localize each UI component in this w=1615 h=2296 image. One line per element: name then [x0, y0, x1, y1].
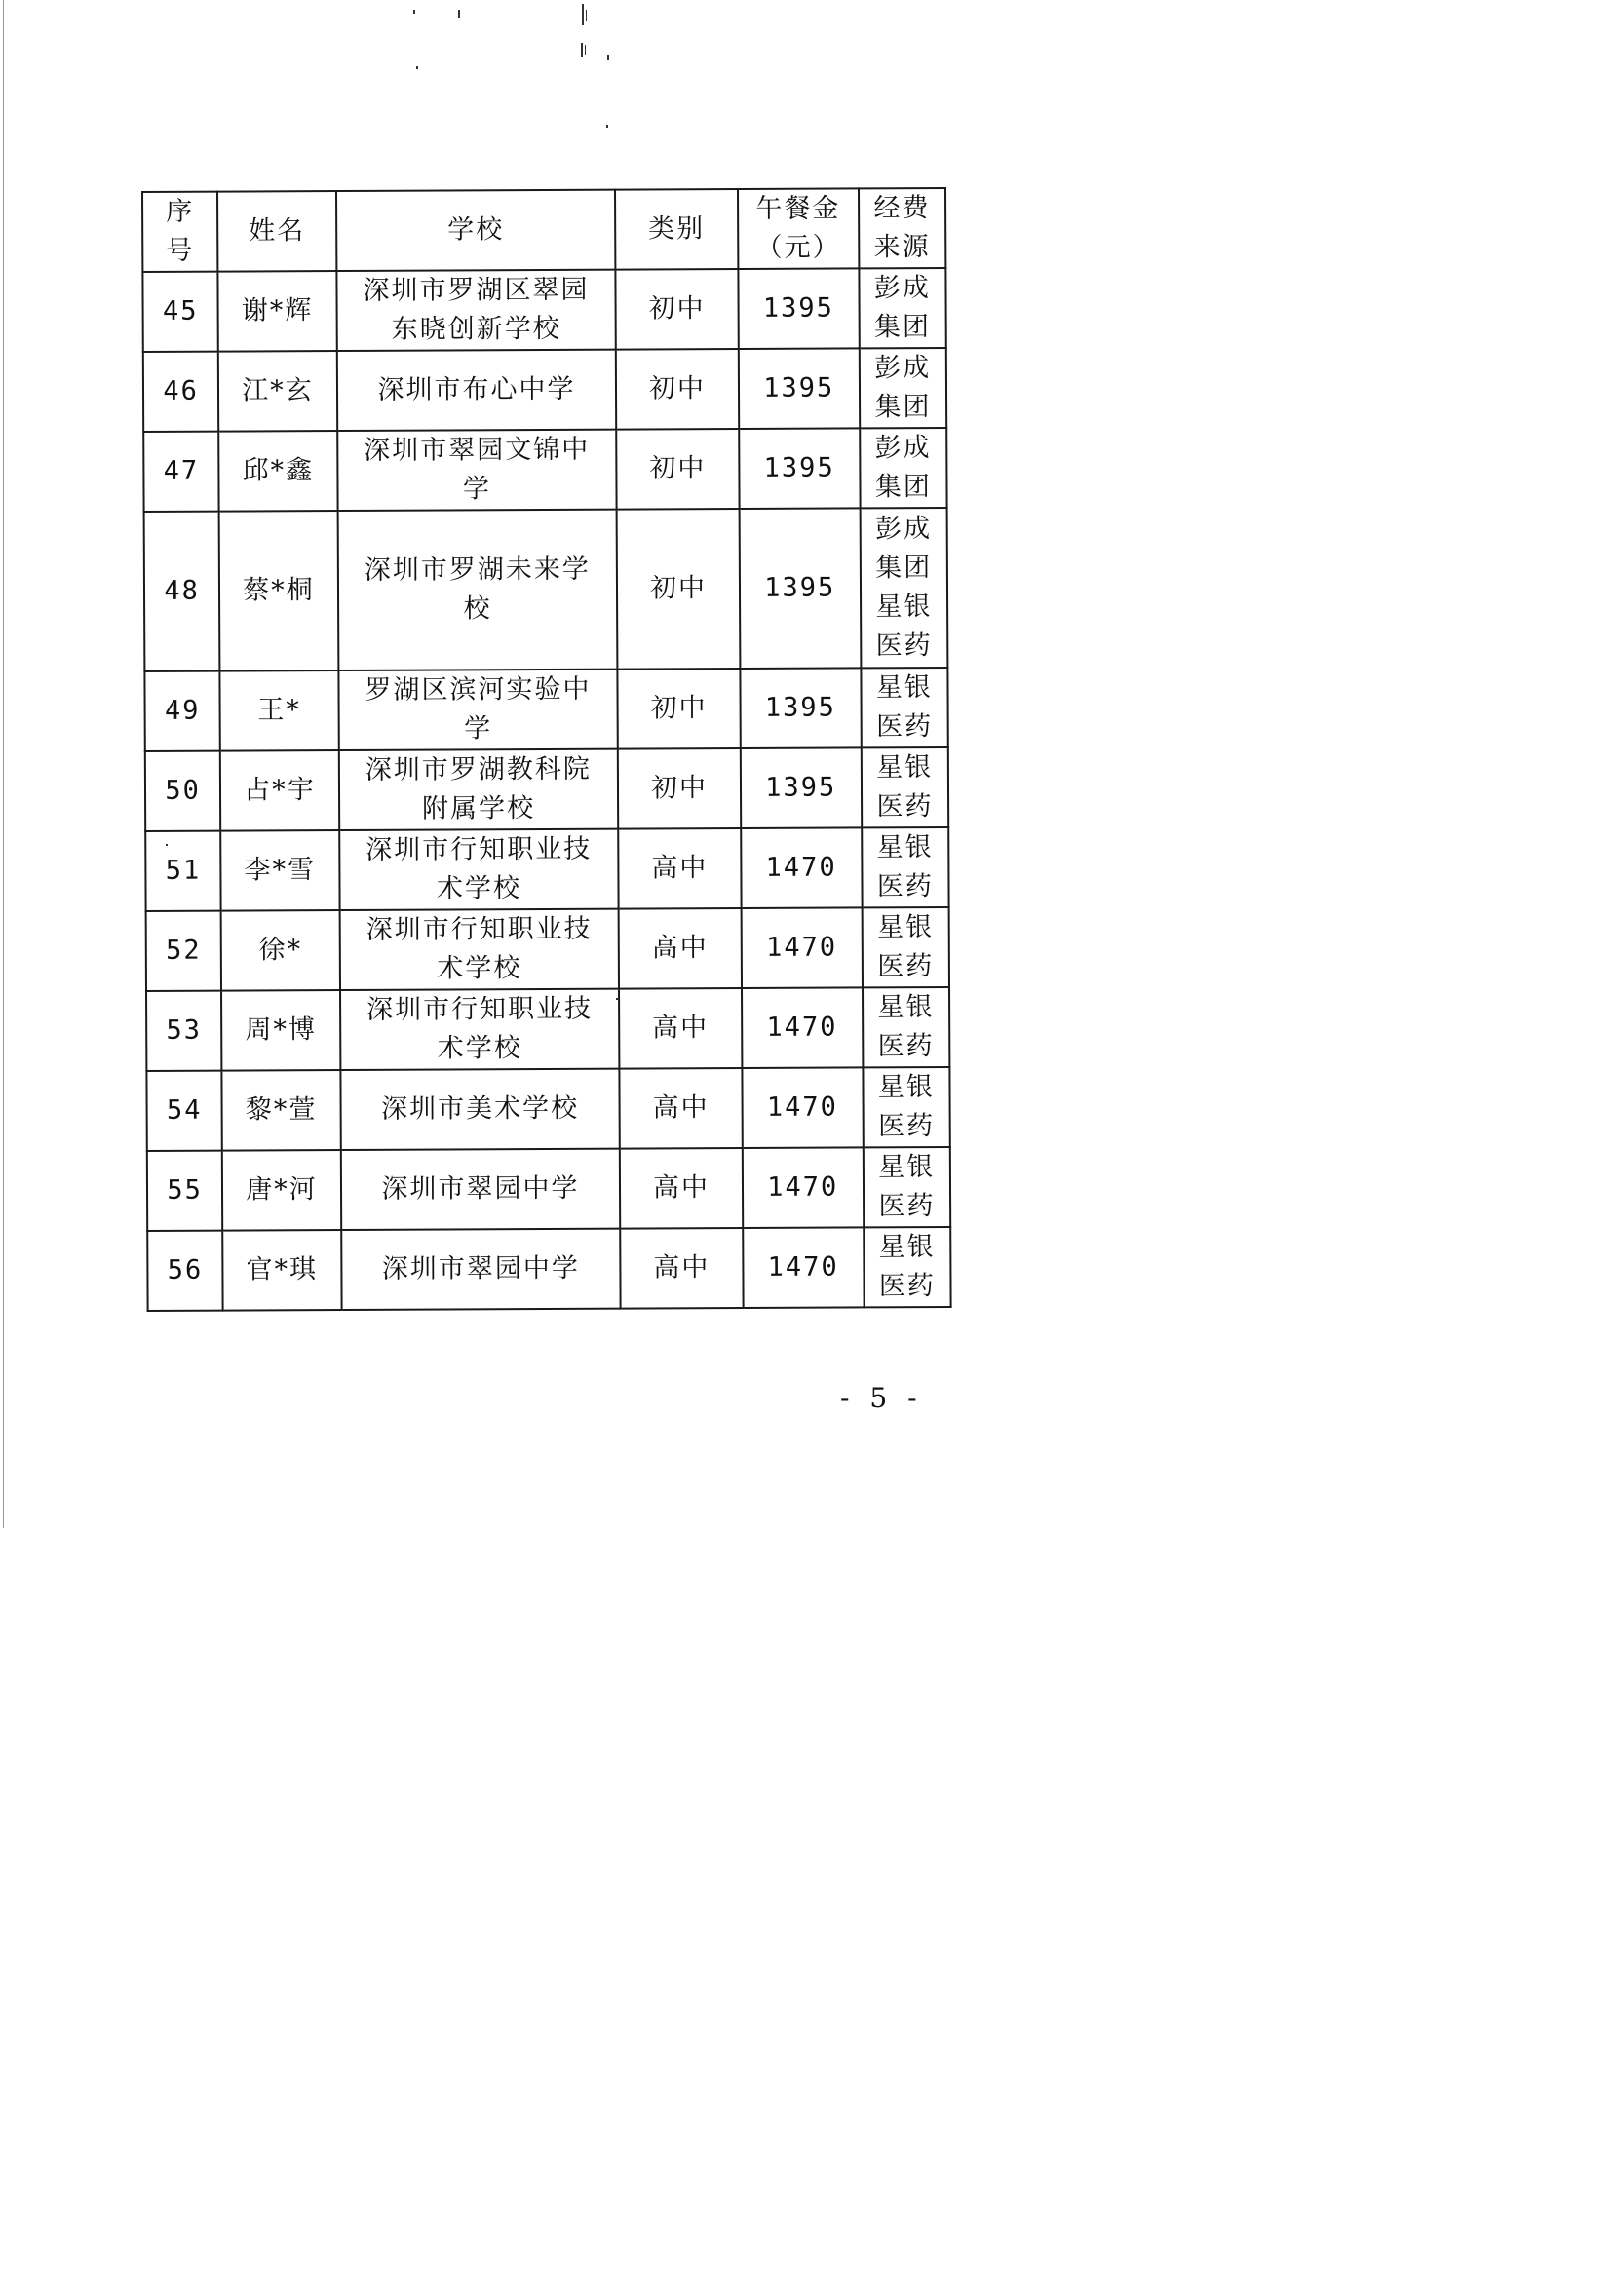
table-row [142, 268, 945, 352]
cell-amount: 1395 [739, 348, 860, 429]
cell-source-line: 集团 [874, 472, 932, 503]
cell-school-line: 深圳市美术学校 [380, 1092, 580, 1125]
cell-source-line: 星银 [875, 672, 933, 704]
cell-school-line: 深圳市罗湖未来学 [364, 554, 591, 586]
cell-category: 高中 [618, 828, 741, 909]
scan-speck [606, 125, 608, 128]
cell-source [864, 1227, 951, 1307]
cell-amount: 1395 [738, 268, 859, 349]
table-row [143, 348, 946, 432]
header-source-line: 经费 [873, 193, 931, 224]
cell-source-line: 医药 [876, 791, 934, 823]
cell-amount: 1395 [740, 668, 861, 748]
table-row [146, 1067, 949, 1151]
cell-school-line: 术学校 [436, 873, 522, 904]
cell-name: 官*琪 [222, 1230, 341, 1311]
cell-name: 邱*鑫 [218, 431, 337, 512]
cell-school [337, 510, 617, 670]
cell-source [861, 747, 948, 827]
cell-source-line: 星银 [876, 912, 935, 943]
cell-name: 周*博 [221, 990, 340, 1071]
table-row [147, 1227, 950, 1311]
cell-source-line: 医药 [878, 1191, 936, 1222]
cell-source-line: 星银 [877, 1072, 935, 1103]
cell-school [339, 909, 619, 990]
cell-school-line: 罗湖区滨河实验中 [365, 673, 592, 706]
cell-source-line: 医药 [875, 631, 933, 662]
cell-category: 初中 [615, 269, 738, 350]
header-source [859, 188, 946, 268]
document-page [0, 0, 1075, 1528]
cell-category: 初中 [616, 349, 739, 430]
cell-source-line: 医药 [877, 1031, 935, 1062]
cell-name: 谢*辉 [218, 271, 337, 352]
cell-school-line: 深圳市翠园中学 [381, 1172, 580, 1205]
cell-source-line: 彭成 [874, 514, 933, 545]
cell-school-line: 学 [462, 474, 492, 505]
cell-source-line: 星银 [878, 1232, 936, 1263]
cell-source-line: 星银 [875, 592, 933, 623]
cell-school [338, 670, 618, 750]
cell-school-line: 深圳市行知职业技 [365, 993, 594, 1025]
scan-speck [458, 10, 460, 18]
cell-school [339, 749, 619, 830]
cell-amount: 1470 [742, 987, 863, 1068]
cell-source-line: 医药 [877, 1111, 936, 1142]
cell-source [859, 348, 946, 428]
header-category: 类别 [615, 189, 738, 270]
cell-amount: 1395 [739, 508, 861, 669]
header-no [142, 192, 218, 272]
cell-school-line: 深圳市行知职业技 [365, 833, 593, 865]
cell-amount: 1470 [741, 907, 862, 988]
cell-no: 53 [146, 991, 222, 1071]
cell-category: 高中 [620, 1148, 743, 1229]
cell-category: 初中 [617, 509, 741, 670]
cell-no: 56 [147, 1231, 223, 1311]
cell-source-line: 集团 [873, 312, 932, 343]
cell-school [339, 829, 619, 910]
header-no-line: 序 [166, 196, 195, 227]
cell-name: 唐*河 [222, 1150, 341, 1231]
cell-source-line: 医药 [877, 951, 935, 982]
cell-name: 占*宇 [220, 750, 339, 831]
cell-amount: 1395 [739, 428, 860, 509]
cell-no: 54 [146, 1071, 222, 1151]
cell-source-line: 彭成 [874, 353, 932, 384]
cell-school-line: 深圳市翠园文锦中 [364, 434, 591, 466]
cell-school [340, 989, 620, 1070]
cell-no: 46 [143, 352, 219, 432]
header-source-line: 来源 [873, 232, 931, 263]
cell-source-line: 医药 [876, 871, 934, 902]
cell-no: 48 [144, 512, 220, 671]
cell-no: 52 [146, 911, 222, 991]
header-amount-line: （元） [755, 232, 841, 263]
cell-school [337, 430, 617, 511]
cell-no: 45 [142, 272, 218, 352]
cell-source [861, 668, 948, 747]
cell-name: 王* [220, 670, 339, 751]
cell-school [336, 270, 616, 351]
cell-school-line: 附属学校 [421, 793, 536, 824]
cell-school-line: 术学校 [437, 1033, 522, 1064]
cell-amount: 1470 [741, 827, 862, 908]
cell-school [340, 1069, 620, 1150]
cell-source [863, 1067, 950, 1147]
cell-source-line: 医药 [878, 1271, 936, 1302]
table-header-row [142, 188, 945, 272]
cell-school-line: 深圳市罗湖区翠园 [363, 274, 590, 306]
table-row [145, 747, 948, 831]
cell-school-line: 深圳市翠园中学 [381, 1252, 580, 1284]
cell-category: 初中 [617, 669, 740, 749]
cell-category: 初中 [616, 429, 739, 510]
scan-speck [607, 55, 609, 60]
cell-school [341, 1149, 621, 1230]
scan-speck [586, 10, 587, 21]
scan-speck [582, 4, 584, 25]
cell-source [860, 428, 947, 508]
cell-source-line: 集团 [874, 392, 932, 423]
table-row [143, 428, 946, 512]
cell-source-line: 星银 [876, 832, 934, 863]
cell-school-line: 东晓创新学校 [391, 313, 561, 345]
table-row [147, 1147, 950, 1231]
header-name: 姓名 [217, 191, 336, 272]
cell-no: 50 [145, 751, 221, 831]
cell-amount: 1470 [742, 1067, 863, 1148]
cell-school-line: 学 [464, 713, 493, 745]
table-body [142, 268, 950, 1311]
cell-school-line: 术学校 [437, 953, 522, 984]
header-no-line: 号 [166, 235, 195, 266]
cell-name: 蔡*桐 [219, 511, 339, 671]
cell-school-line: 校 [463, 593, 492, 625]
cell-category: 高中 [619, 1068, 742, 1149]
cell-no: 47 [143, 432, 219, 512]
cell-source-line: 星银 [876, 752, 934, 784]
lunch-subsidy-table [141, 187, 952, 1312]
cell-source-line: 集团 [875, 553, 933, 584]
cell-source [862, 907, 949, 987]
cell-source-line: 医药 [875, 711, 934, 743]
scan-speck [585, 45, 586, 55]
cell-name: 徐* [221, 910, 340, 991]
header-amount-line: 午餐金 [755, 193, 841, 224]
table-row [144, 668, 947, 751]
cell-school-line: 深圳市行知职业技 [365, 913, 593, 945]
cell-category: 高中 [619, 988, 742, 1069]
cell-school [341, 1229, 621, 1310]
cell-no: 49 [144, 671, 220, 751]
cell-name: 黎*萱 [222, 1070, 341, 1151]
cell-school-line: 深圳市罗湖教科院 [365, 753, 592, 785]
cell-no: 55 [147, 1151, 223, 1231]
table-row [146, 987, 949, 1071]
header-amount [738, 188, 859, 269]
scan-edge-line [3, 0, 4, 1528]
cell-amount: 1470 [743, 1227, 864, 1308]
cell-name: 江*玄 [218, 351, 337, 432]
scan-speck [413, 10, 415, 14]
cell-category: 高中 [620, 1228, 743, 1309]
page-number: - 5 - [840, 1382, 923, 1414]
cell-source-line: 星银 [878, 1152, 936, 1183]
cell-amount: 1470 [743, 1147, 864, 1228]
cell-source [863, 987, 950, 1067]
cell-source [859, 268, 946, 348]
cell-source [863, 1147, 950, 1227]
cell-source-line: 彭成 [873, 273, 931, 304]
cell-name: 李*雪 [220, 830, 339, 911]
cell-amount: 1395 [741, 747, 862, 828]
table-row [146, 907, 949, 991]
table-row [145, 827, 948, 911]
cell-no: 51 [145, 831, 221, 911]
cell-source [860, 508, 947, 668]
table-row [144, 508, 948, 671]
header-school: 学校 [336, 190, 616, 271]
scan-speck [416, 66, 418, 69]
cell-school-line: 深圳市布心中学 [377, 373, 576, 405]
cell-school [337, 350, 617, 431]
cell-source-line: 星银 [877, 992, 935, 1023]
cell-source-line: 彭成 [874, 433, 932, 464]
cell-source [862, 827, 949, 907]
cell-category: 初中 [618, 748, 741, 829]
scan-speck [581, 43, 583, 57]
cell-category: 高中 [619, 908, 742, 989]
